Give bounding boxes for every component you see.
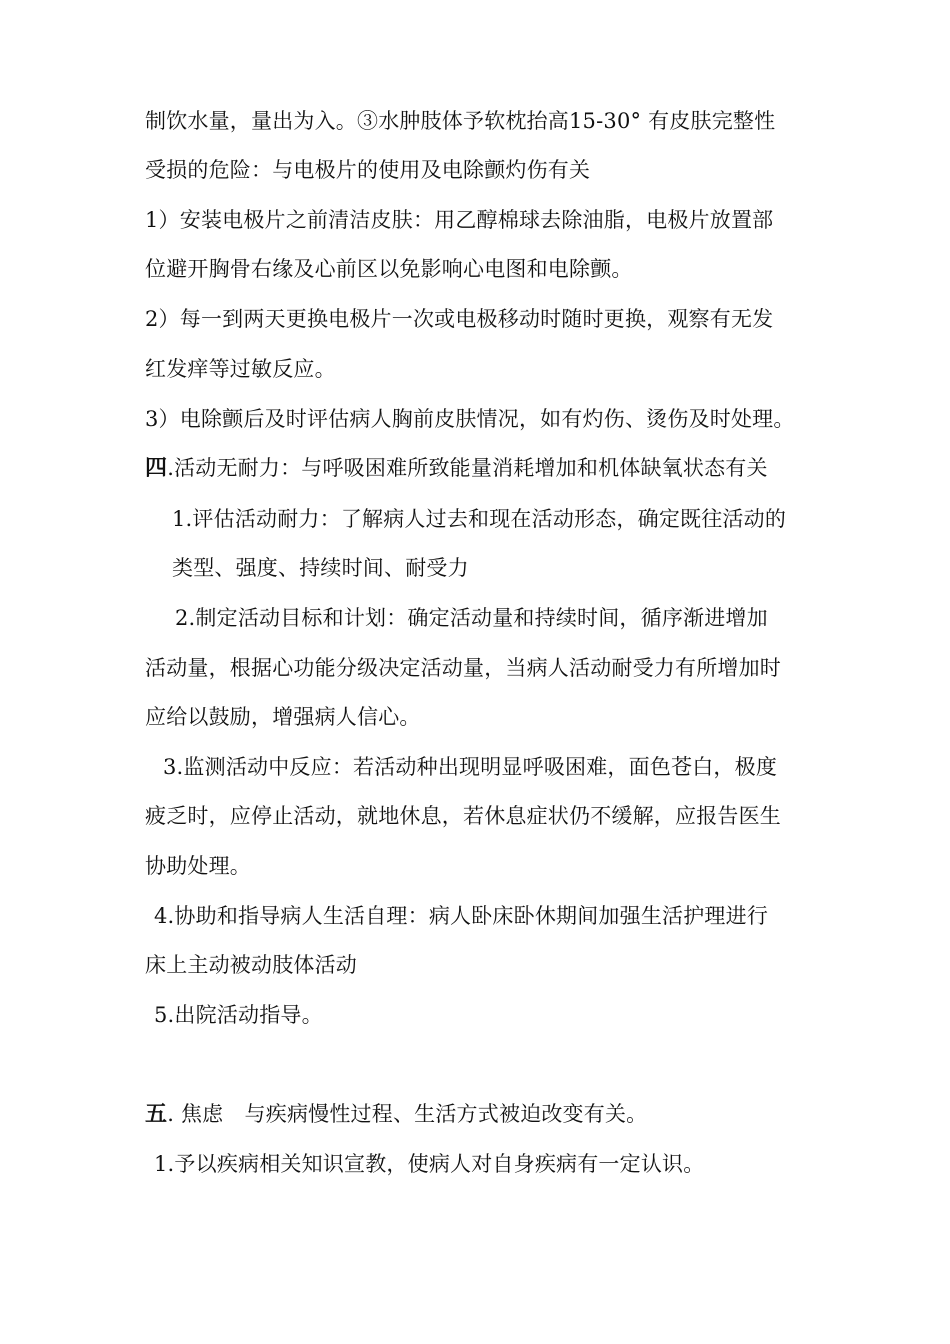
text-line: 位避开胸骨右缘及心前区以免影响心电图和电除颤。 — [145, 257, 633, 281]
text-line: 4.协助和指导病人生活自理：病人卧床卧休期间加强生活护理进行 — [154, 904, 769, 928]
text-line: 3）电除颤后及时评估病人胸前皮肤情况，如有灼伤、烫伤及时处理。 — [145, 407, 795, 431]
text-line: 2.制定活动目标和计划：确定活动量和持续时间，循序渐进增加 — [175, 606, 768, 630]
text-line: 2）每一到两天更换电极片一次或电极移动时随时更换，观察有无发 — [145, 307, 774, 331]
text-line: 1）安装电极片之前清洁皮肤：用乙醇棉球去除油脂，电极片放置部 — [145, 208, 774, 232]
text-line: 协助处理。 — [145, 854, 251, 878]
text-line: 床上主动被动肢体活动 — [145, 953, 357, 977]
text-line: 制饮水量，量出为入。③水肿肢体予软枕抬高15-30° 有皮肤完整性 — [145, 109, 776, 133]
text-line: 1.评估活动耐力：了解病人过去和现在活动形态，确定既往活动的 — [172, 507, 787, 531]
text-line: 疲乏时，应停止活动，就地休息，若休息症状仍不缓解，应报告医生 — [145, 804, 781, 828]
text-line: 应给以鼓励，增强病人信心。 — [145, 705, 421, 729]
text-line: 活动量，根据心功能分级决定活动量，当病人活动耐受力有所增加时 — [145, 656, 781, 680]
section-number: 五 — [145, 1101, 168, 1127]
section-heading-5 — [145, 1100, 647, 1128]
text-line: 5.出院活动指导。 — [154, 1003, 323, 1027]
section-heading-4 — [145, 454, 768, 482]
text-line: 类型、强度、持续时间、耐受力 — [172, 556, 469, 580]
text-line: 受损的危险：与电极片的使用及电除颤灼伤有关 — [145, 158, 591, 182]
section-title: . 焦虑 与疾病慢性过程、生活方式被迫改变有关。 — [167, 1102, 648, 1126]
text-line: 1.予以疾病相关知识宣教，使病人对自身疾病有一定认识。 — [154, 1152, 705, 1176]
section-title: .活动无耐力：与呼吸困难所致能量消耗增加和机体缺氧状态有关 — [167, 456, 768, 480]
text-line: 红发痒等过敏反应。 — [145, 357, 336, 381]
text-line: 3.监测活动中反应：若活动种出现明显呼吸困难，面色苍白，极度 — [163, 755, 778, 779]
section-number: 四 — [145, 455, 168, 481]
